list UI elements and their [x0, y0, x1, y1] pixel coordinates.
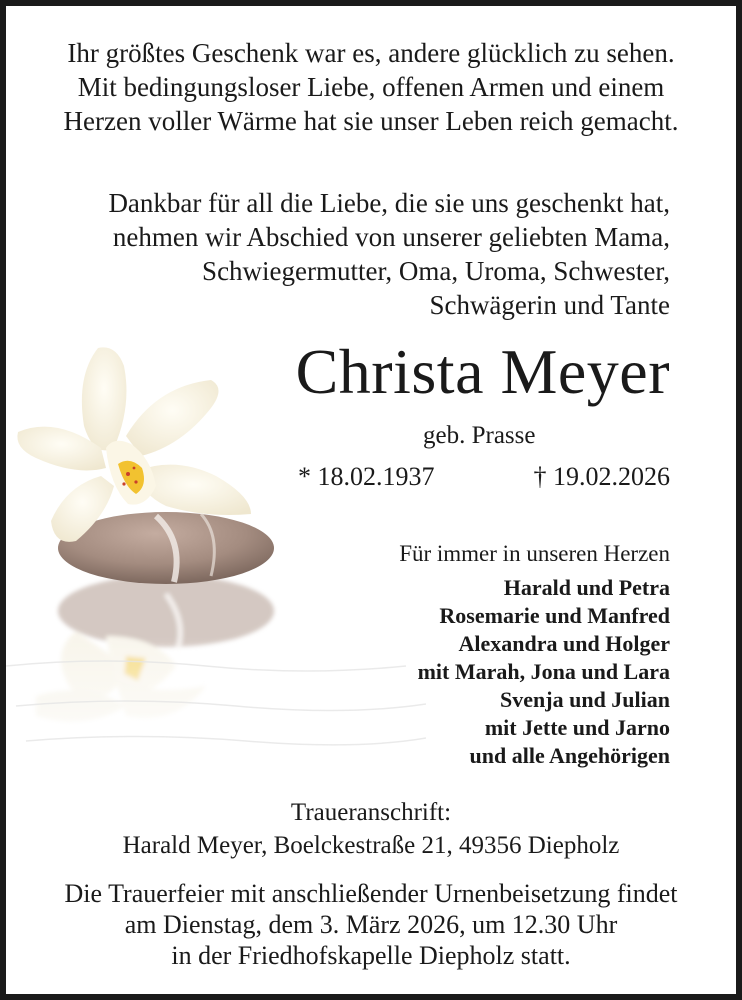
intro-line: Schwägerin und Tante — [429, 290, 670, 320]
mourner-name: mit Jette und Jarno — [484, 715, 670, 740]
orchid-flower — [17, 347, 251, 541]
condolence-address — [6, 796, 736, 862]
birth-date: * 18.02.1937 — [298, 462, 435, 491]
intro-line: Dankbar für all die Liebe, die sie uns geschenkt hat, — [108, 188, 670, 218]
service-line: am Dienstag, dem 3. März 2026, um 12.30 Uhr — [124, 910, 618, 939]
quote-line: Ihr größtes Geschenk war es, andere glücklich zu sehen. — [67, 38, 675, 68]
mourner-name: Alexandra und Holger — [458, 631, 670, 656]
intro-line: nehmen wir Abschied von unserer geliebten Mama, — [112, 222, 670, 252]
farewell-intro — [108, 186, 670, 322]
mourners-list — [418, 574, 670, 770]
service-line: Die Trauerfeier mit anschließender Urnenbeisetzung findet — [64, 879, 678, 908]
memorial-quote — [6, 36, 736, 138]
deceased-name: Christa Meyer — [295, 336, 670, 407]
mourner-name: Svenja und Julian — [500, 687, 670, 712]
intro-line: Schwiegermutter, Oma, Uroma, Schwester, — [202, 256, 670, 286]
mourner-name: mit Marah, Jona und Lara — [417, 659, 670, 684]
address-label: Traueranschrift: — [290, 799, 452, 826]
mourners-heading: Für immer in unseren Herzen — [399, 541, 670, 566]
mourner-name: Rosemarie und Manfred — [439, 603, 670, 628]
mourner-name: Harald und Petra — [503, 575, 670, 600]
address-value: Harald Meyer, Boelckestraße 21, 49356 Diepholz — [122, 832, 620, 859]
funeral-service-info — [6, 878, 736, 971]
quote-line: Herzen voller Wärme hat sie unser Leben reich gemacht. — [63, 106, 679, 136]
maiden-name: geb. Prasse — [423, 422, 536, 449]
death-date: † 19.02.2026 — [533, 462, 670, 491]
quote-line: Mit bedingungsloser Liebe, offenen Armen und einem — [77, 72, 665, 102]
mourner-name: und alle Angehörigen — [469, 743, 670, 768]
service-line: in der Friedhofskapelle Diepholz statt. — [171, 941, 571, 970]
